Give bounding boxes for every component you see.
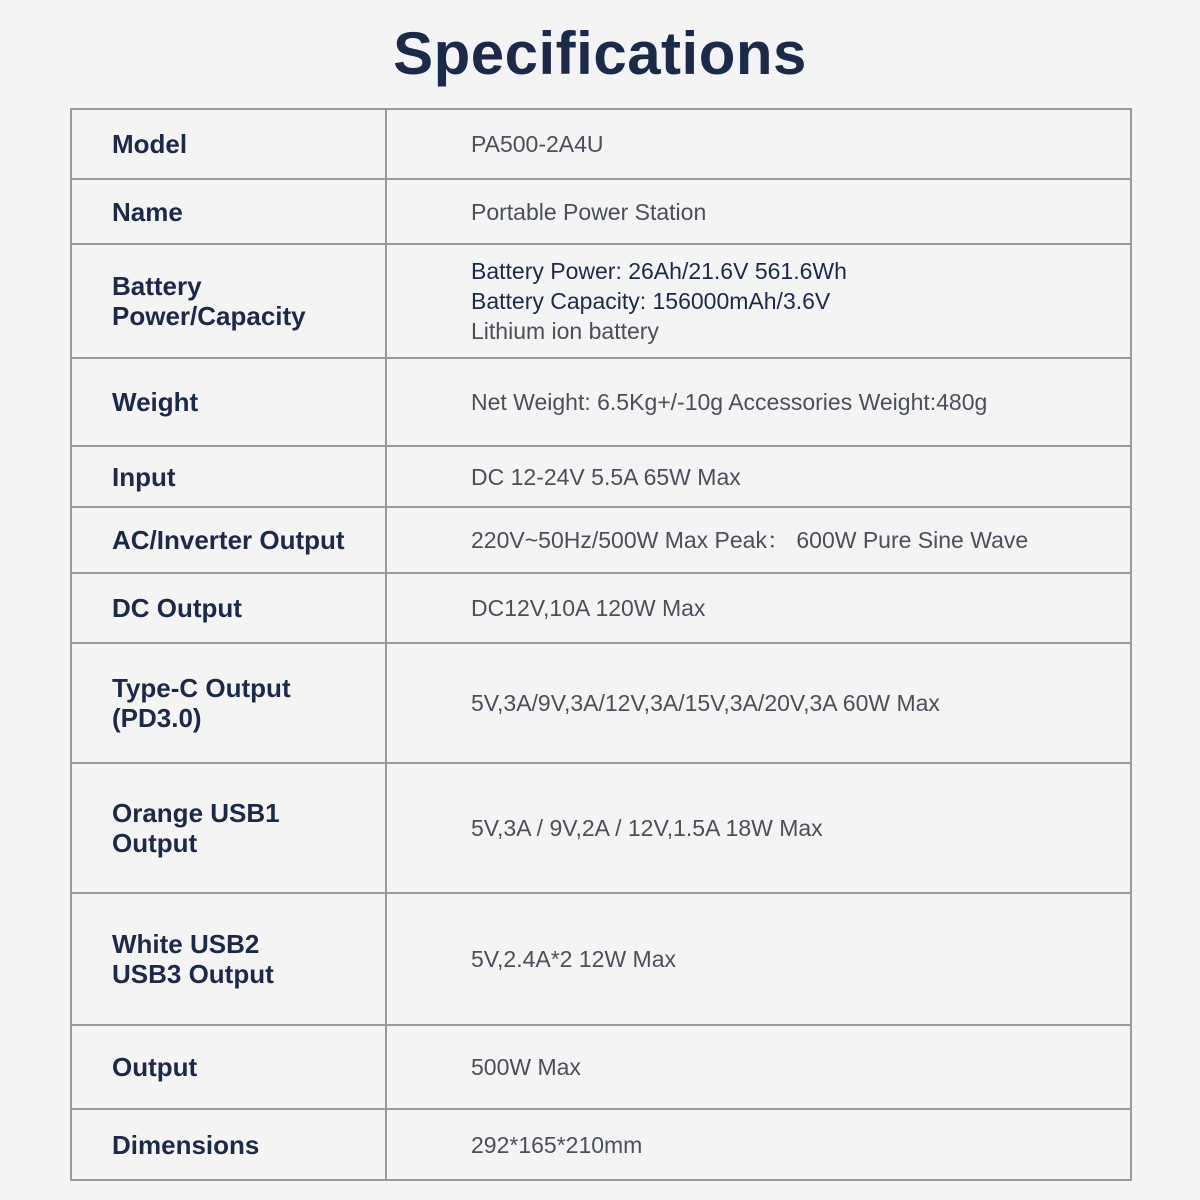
row-label-white-usb: [71, 893, 386, 1025]
table-row-weight: [71, 358, 1131, 446]
row-value-dimensions: 292*165*210mm: [386, 1109, 1131, 1180]
row-value-dc-output: DC12V,10A 120W Max: [386, 573, 1131, 643]
row-value-ac-output: 220V~50Hz/500W Max Peak： 600W Pure Sine Wave: [386, 507, 1131, 573]
row-label-type-c-output: [71, 643, 386, 763]
row-label-model: Model: [71, 109, 386, 179]
battery-capacity-text: Battery Capacity: 156000mAh/3.6V: [471, 288, 831, 314]
row-value-type-c-output: 5V,3A/9V,3A/12V,3A/15V,3A/20V,3A 60W Max: [386, 643, 1131, 763]
table-row-name: [71, 179, 1131, 244]
row-value-name: Portable Power Station: [386, 179, 1131, 244]
table-row-orange-usb1: [71, 763, 1131, 893]
page-title: Specifications: [393, 20, 807, 87]
row-value-input: DC 12-24V 5.5A 65W Max: [386, 446, 1131, 507]
specifications-table: [70, 108, 1132, 1181]
table-row-battery: [71, 244, 1131, 358]
table-row-ac-output: [71, 507, 1131, 573]
row-label-battery: [71, 244, 386, 358]
row-label-input: Input: [71, 446, 386, 507]
row-label-dimensions: Dimensions: [71, 1109, 386, 1180]
row-label-orange-usb1-line-2: Output: [112, 828, 198, 858]
row-label-type-c-line-2: (PD3.0): [112, 703, 202, 733]
row-label-output: Output: [71, 1025, 386, 1109]
row-value-orange-usb1: 5V,3A / 9V,2A / 12V,1.5A 18W Max: [386, 763, 1131, 893]
row-value-weight: Net Weight: 6.5Kg+/-10g Accessories Weight:480g: [386, 358, 1131, 446]
table-row-output: [71, 1025, 1131, 1109]
row-label-weight: Weight: [71, 358, 386, 446]
row-label-name: Name: [71, 179, 386, 244]
row-value-output: 500W Max: [386, 1025, 1131, 1109]
row-label-dc-output: DC Output: [71, 573, 386, 643]
row-label-white-usb-line-1: White USB2: [112, 929, 260, 959]
row-value-model: PA500-2A4U: [386, 109, 1131, 179]
row-label-white-usb-line-2: USB3 Output: [112, 959, 274, 989]
table-row-input: [71, 446, 1131, 507]
row-label-battery-line-1: Battery: [112, 271, 202, 301]
row-label-battery-line-2: Power/Capacity: [112, 301, 306, 331]
row-value-white-usb: 5V,2.4A*2 12W Max: [386, 893, 1131, 1025]
table-row-model: [71, 109, 1131, 179]
row-label-type-c-line-1: Type-C Output: [112, 673, 291, 703]
row-label-orange-usb1-line-1: Orange USB1: [112, 798, 280, 828]
battery-type-text: Lithium ion battery: [471, 318, 659, 344]
table-row-dimensions: [71, 1109, 1131, 1180]
row-label-orange-usb1: [71, 763, 386, 893]
battery-power-text: Battery Power: 26Ah/21.6V 561.6Wh: [471, 258, 847, 284]
row-value-battery: [386, 244, 1131, 358]
table-row-white-usb2-usb3: [71, 893, 1131, 1025]
row-label-ac-output: AC/Inverter Output: [71, 507, 386, 573]
table-row-type-c-output: [71, 643, 1131, 763]
table-row-dc-output: [71, 573, 1131, 643]
